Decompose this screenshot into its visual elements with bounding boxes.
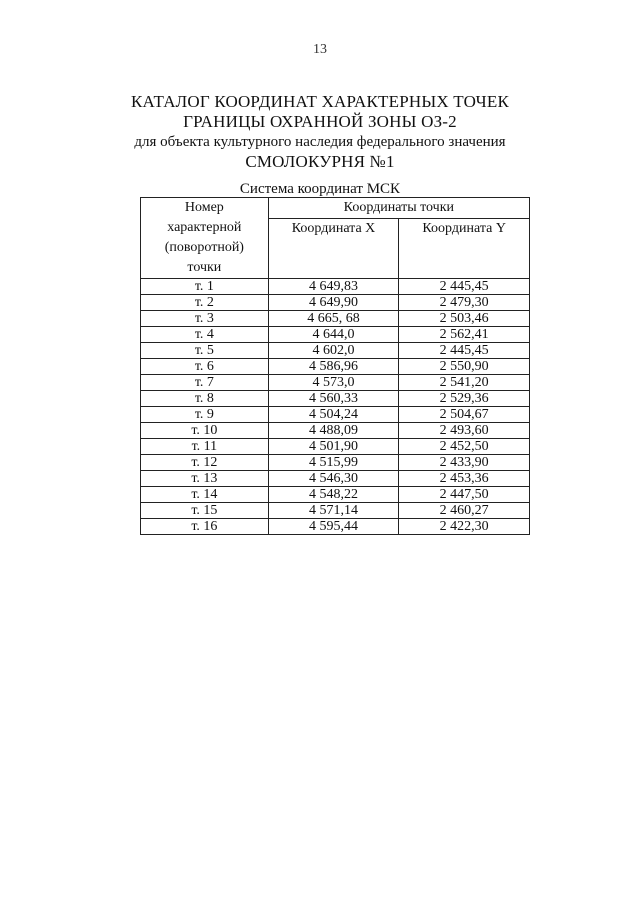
cell-point: т. 9	[141, 407, 269, 423]
title-line-1: КАТАЛОГ КООРДИНАТ ХАРАКТЕРНЫХ ТОЧЕК	[130, 92, 510, 111]
header-coordinates-group: Координаты точки	[268, 198, 529, 219]
table-row	[141, 343, 530, 359]
cell-point: т. 5	[141, 343, 269, 359]
cell-point: т. 4	[141, 327, 269, 343]
cell-coordinate-y: 2 503,46	[399, 311, 530, 327]
header-coordinate-y: Координата Y	[399, 219, 530, 279]
table-row	[141, 375, 530, 391]
cell-point: т. 1	[141, 279, 269, 295]
cell-coordinate-y: 2 550,90	[399, 359, 530, 375]
cell-coordinate-y: 2 445,45	[399, 279, 530, 295]
cell-coordinate-y: 2 433,90	[399, 455, 530, 471]
cell-coordinate-y: 2 504,67	[399, 407, 530, 423]
table-row	[141, 487, 530, 503]
header-point-number	[141, 198, 269, 279]
cell-point: т. 7	[141, 375, 269, 391]
cell-coordinate-x: 4 504,24	[268, 407, 399, 423]
table-row	[141, 295, 530, 311]
cell-point: т. 14	[141, 487, 269, 503]
cell-point: т. 11	[141, 439, 269, 455]
table-row	[141, 471, 530, 487]
cell-coordinate-x: 4 546,30	[268, 471, 399, 487]
cell-coordinate-x: 4 649,83	[268, 279, 399, 295]
cell-coordinate-x: 4 488,09	[268, 423, 399, 439]
page-number: 13	[313, 42, 327, 57]
cell-point: т. 15	[141, 503, 269, 519]
title-line-2: ГРАНИЦЫ ОХРАННОЙ ЗОНЫ ОЗ-2	[183, 112, 457, 131]
cell-coordinate-y: 2 562,41	[399, 327, 530, 343]
table-row	[141, 311, 530, 327]
table-row	[141, 423, 530, 439]
table-row	[141, 359, 530, 375]
cell-coordinate-y: 2 541,20	[399, 375, 530, 391]
header-point-line-2: характерной	[167, 220, 242, 235]
table-row	[141, 519, 530, 535]
cell-coordinate-y: 2 529,36	[399, 391, 530, 407]
cell-coordinate-x: 4 595,44	[268, 519, 399, 535]
cell-coordinate-x: 4 515,99	[268, 455, 399, 471]
cell-coordinate-y: 2 452,50	[399, 439, 530, 455]
cell-point: т. 6	[141, 359, 269, 375]
cell-coordinate-y: 2 493,60	[399, 423, 530, 439]
cell-coordinate-y: 2 460,27	[399, 503, 530, 519]
cell-coordinate-x: 4 586,96	[268, 359, 399, 375]
document-title	[0, 92, 640, 172]
cell-coordinate-x: 4 665, 68	[268, 311, 399, 327]
title-line-4: СМОЛОКУРНЯ №1	[245, 152, 395, 171]
table-row	[141, 439, 530, 455]
cell-coordinate-x: 4 560,33	[268, 391, 399, 407]
table-row	[141, 327, 530, 343]
table-row	[141, 407, 530, 423]
cell-coordinate-x: 4 649,90	[268, 295, 399, 311]
header-coordinate-x: Координата X	[268, 219, 399, 279]
cell-point: т. 10	[141, 423, 269, 439]
cell-point: т. 12	[141, 455, 269, 471]
cell-coordinate-x: 4 501,90	[268, 439, 399, 455]
cell-coordinate-y: 2 422,30	[399, 519, 530, 535]
cell-point: т. 8	[141, 391, 269, 407]
table-header	[141, 198, 530, 279]
table-body	[141, 279, 530, 535]
cell-coordinate-y: 2 479,30	[399, 295, 530, 311]
table-row	[141, 503, 530, 519]
cell-coordinate-x: 4 548,22	[268, 487, 399, 503]
coordinates-table	[140, 197, 530, 535]
cell-coordinate-y: 2 453,36	[399, 471, 530, 487]
title-line-3: для объекта культурного наследия федерального значения	[134, 134, 506, 150]
cell-point: т. 13	[141, 471, 269, 487]
cell-point: т. 3	[141, 311, 269, 327]
header-point-line-1: Номер	[184, 200, 224, 215]
table-row	[141, 279, 530, 295]
header-point-line-4: точки	[187, 260, 222, 275]
cell-coordinate-x: 4 602,0	[268, 343, 399, 359]
cell-point: т. 2	[141, 295, 269, 311]
cell-coordinate-x: 4 571,14	[268, 503, 399, 519]
table-row	[141, 455, 530, 471]
cell-coordinate-y: 2 447,50	[399, 487, 530, 503]
table-row	[141, 391, 530, 407]
cell-point: т. 16	[141, 519, 269, 535]
coordinate-system-caption: Система координат МСК	[239, 181, 401, 197]
cell-coordinate-x: 4 644,0	[268, 327, 399, 343]
cell-coordinate-x: 4 573,0	[268, 375, 399, 391]
header-point-line-3: (поворотной)	[164, 240, 244, 255]
cell-coordinate-y: 2 445,45	[399, 343, 530, 359]
